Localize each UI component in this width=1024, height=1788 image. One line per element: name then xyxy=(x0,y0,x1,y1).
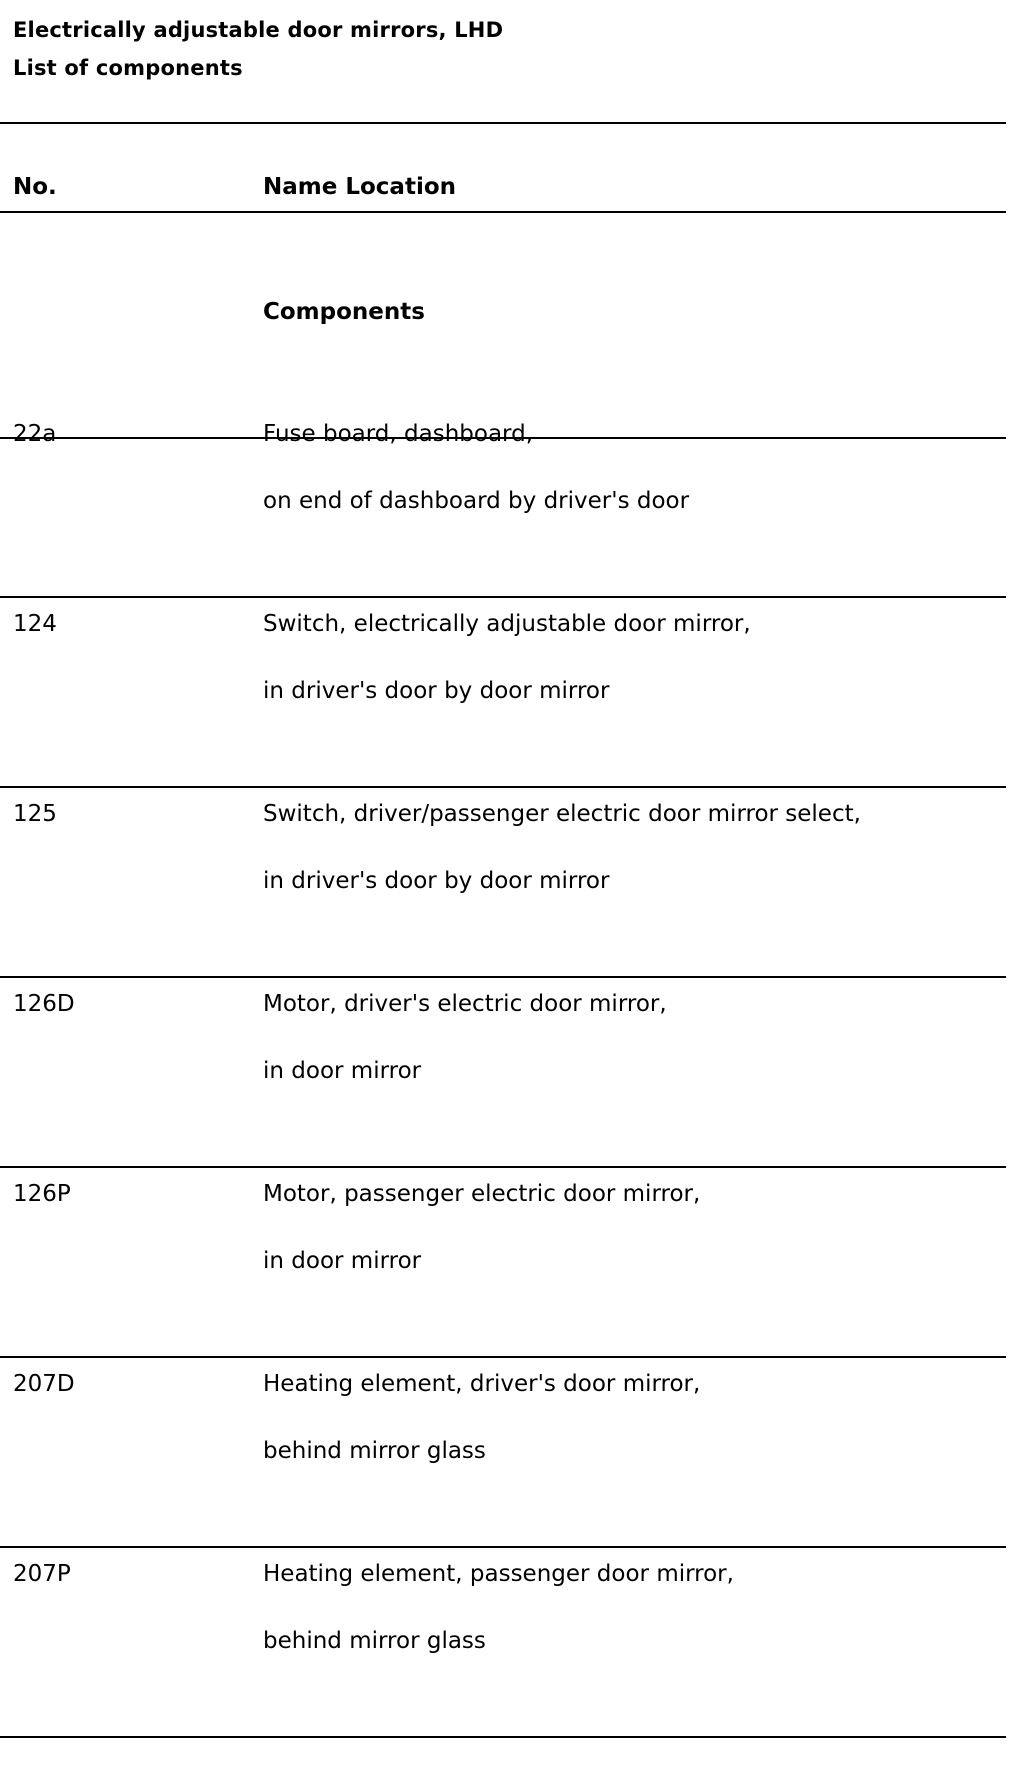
component-name: Fuse board, dashboard, xyxy=(263,421,534,447)
document-subtitle: List of components xyxy=(13,56,243,80)
divider xyxy=(0,1546,1006,1548)
component-number: 207D xyxy=(13,1371,75,1397)
component-name: Heating element, passenger door mirror, xyxy=(263,1561,734,1587)
component-number: 124 xyxy=(13,611,57,637)
divider xyxy=(0,976,1006,978)
divider xyxy=(0,1356,1006,1358)
component-location: in driver's door by door mirror xyxy=(263,868,610,894)
divider xyxy=(0,1736,1006,1738)
column-header-no: No. xyxy=(13,174,57,200)
divider xyxy=(0,786,1006,788)
component-name: Heating element, driver's door mirror, xyxy=(263,1371,701,1397)
divider xyxy=(0,122,1006,124)
component-location: in door mirror xyxy=(263,1248,422,1274)
column-header-name-location: Name Location xyxy=(263,174,457,200)
component-location: in driver's door by door mirror xyxy=(263,678,610,704)
component-location: in door mirror xyxy=(263,1058,422,1084)
divider xyxy=(0,1166,1006,1168)
component-name: Switch, electrically adjustable door mirror, xyxy=(263,611,751,637)
component-name: Switch, driver/passenger electric door mirror select, xyxy=(263,801,861,827)
document-title: Electrically adjustable door mirrors, LHD xyxy=(13,18,504,42)
section-title: Components xyxy=(263,299,425,325)
component-location: on end of dashboard by driver's door xyxy=(263,488,690,514)
component-number: 207P xyxy=(13,1561,71,1587)
divider xyxy=(0,211,1006,213)
component-location: behind mirror glass xyxy=(263,1628,486,1654)
component-number: 125 xyxy=(13,801,57,827)
component-name: Motor, passenger electric door mirror, xyxy=(263,1181,701,1207)
component-number: 22a xyxy=(13,421,57,447)
component-number: 126D xyxy=(13,991,75,1017)
component-name: Motor, driver's electric door mirror, xyxy=(263,991,667,1017)
component-location: behind mirror glass xyxy=(263,1438,486,1464)
divider xyxy=(0,596,1006,598)
component-number: 126P xyxy=(13,1181,71,1207)
